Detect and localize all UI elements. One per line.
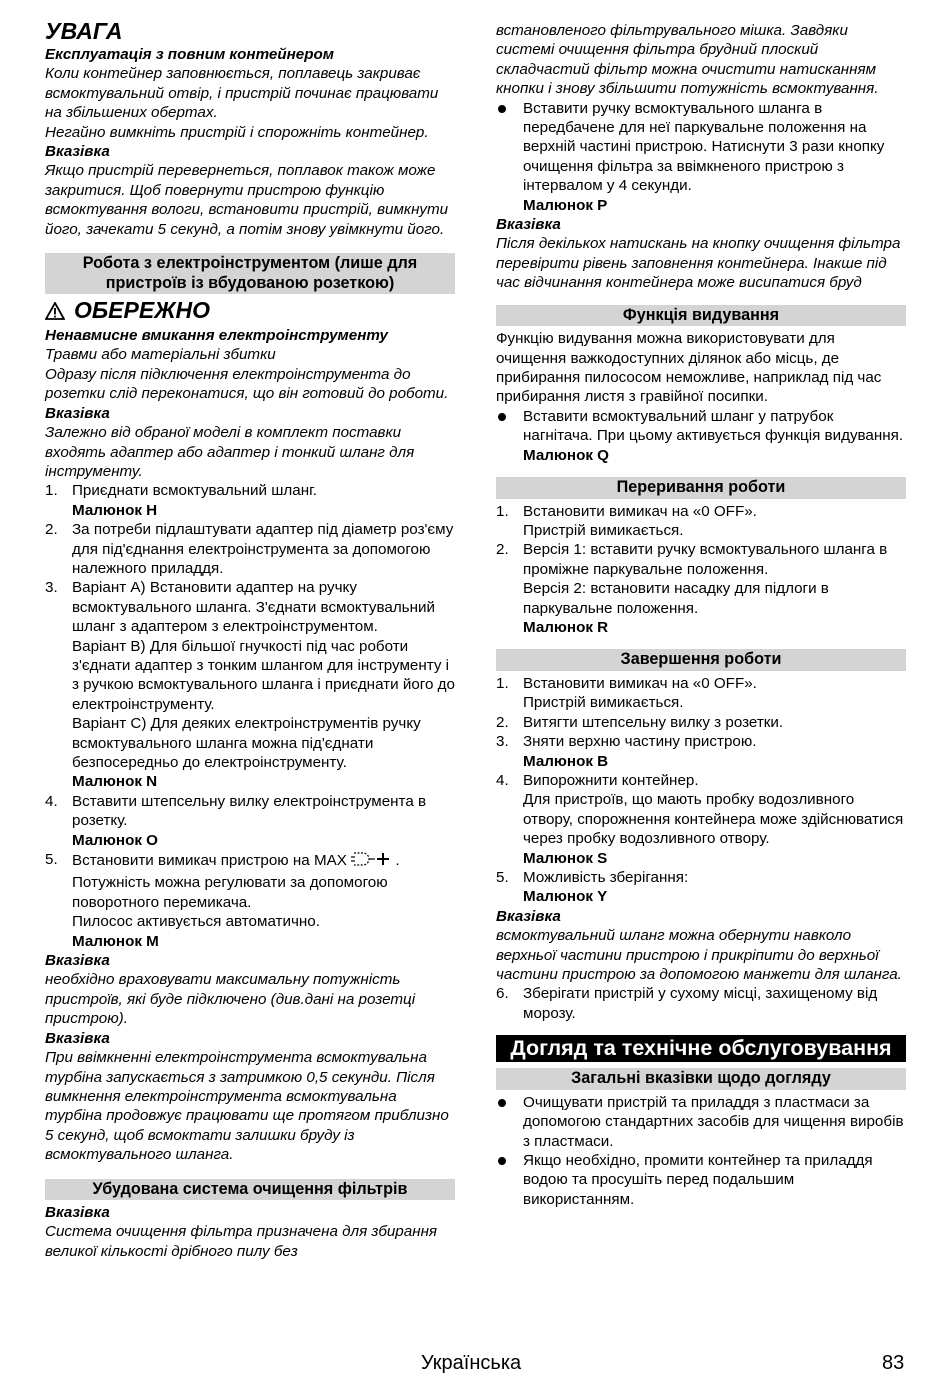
step-text: Пристрій вимикається. [523,521,684,539]
note-text: Система очищення фільтра призначена для збирання великої кількості дрібного пилу без [45,1223,438,1260]
bullet-text: Вставити всмоктувальний шланг у патрубок нагнітача. При цьому активується функція видування. [523,407,904,445]
step-text: Встановити вимикач на «0 OFF». [523,502,757,520]
list-item [496,868,906,907]
plug-socket-icon [351,850,391,873]
figure-ref: Малюнок B [523,752,609,770]
left-column [45,18,455,1261]
bullet-icon [498,413,506,421]
warning-text: Коли контейнер заповнюється, поплавець закриває всмоктувальний отвір, і пристрій починає працювати на збільшених обертах. [45,65,439,122]
step-text: Потужність можна регулювати за допомогою поворотного перемикача. [72,874,388,911]
list-item [496,732,906,771]
figure-ref: Малюнок O [72,831,158,849]
step-number: 1. [45,482,58,500]
figure-ref: Малюнок S [523,849,608,867]
step-text-prefix: Встановити вимикач пристрою на MAX [72,852,347,870]
list-item [496,502,906,541]
power-tool-steps [45,481,455,951]
section-heading-interrupt: Переривання роботи [496,477,906,499]
bullet-text: Очищувати пристрій та приладдя з пластмаси за допомогою стандартних засобів для чищення виробів з пластмаси. [523,1093,904,1150]
figure-ref: Малюнок H [72,501,158,519]
bullet-item [496,1151,906,1209]
caution-heading [45,297,455,326]
step-text: Пристрій вимикається. [523,694,684,712]
step-number: 5. [45,851,58,869]
right-column [496,21,906,1209]
figure-ref: Малюнок P [523,196,608,214]
list-item [496,540,906,637]
step-text: Зберігати пристрій у сухому місці, захищеному від морозу. [523,985,878,1022]
filter-continuation-text: встановленого фільтрувального мішка. Завдяки системі очищення фільтра брудний плоский складчастий фільтр можна очистити натисканням кнопки і знову збільшити потужність всмоктування. [496,22,879,98]
blowing-text: Функцію видування можна використовувати для очищення важкодоступних ділянок або місць, де прибирання пилососом неможливе, наприклад під час прибирання листя з гравійної посипки. [496,330,882,406]
bullet-item [496,99,906,215]
note-label: Вказівка [45,952,110,970]
bullet-text: Вставити ручку всмоктувального шланга в передбачене для неї паркувальне положення на верхній частині пристрою. Натиснути 3 рази кнопку очищення фільтра за ввімкненого пристрою з інтервалом у 4 секунди. [523,99,885,195]
note-text: Якщо пристрій перевернеться, поплавок також може закритися. Щоб повернути пристрою функцію всмоктування вологи, встановити пристрій, вимкнути його, зачекати 5 секунд, а потім знову увімкнути його. [45,162,449,238]
list-item [45,481,455,520]
footer-language: Українська [421,1352,522,1374]
caution-text: Одразу після підключення електроінструмента до розетки слід переконатися, що він готовий до роботи. [45,365,449,403]
step-number: 3. [45,579,58,597]
list-item [45,520,455,578]
note-label: Вказівка [45,404,110,422]
section-heading-care-general: Загальні вказівки щодо догляду [496,1068,906,1090]
step-text: За потреби підлаштувати адаптер під діаметр роз'єму для під'єднання електроінструмента за допомогою належного приладдя. [72,521,454,577]
chapter-heading-care: Догляд та технічне обслуговування [496,1035,906,1062]
note-label: Вказівка [45,143,110,161]
step-text: Пилосос активується автоматично. [72,913,320,931]
note-text: всмоктувальний шланг можна обернути навколо верхньої частини пристрою і прикріпити до верхньої частини пристрою за допомогою манжети для шланга. [496,927,902,983]
step-text: Версія 2: встановити насадку для підлоги в паркувальне положення. [523,580,829,617]
warning-subtitle: Експлуатація з повним контейнером [45,46,335,63]
step-number: 2. [496,713,509,731]
figure-ref: Малюнок Y [523,888,608,906]
step-number: 3. [496,733,509,751]
bullet-item [496,1093,906,1151]
section-heading-power-tool: Робота з електроінструментом (лише для пристроїв із вбудованою розеткою) [45,253,455,294]
section-heading-filter-cleaning: Убудована система очищення фільтрів [45,1179,455,1201]
step-number: 5. [496,868,509,886]
step-text: Випорожнити контейнер. [523,771,699,789]
note-text: Залежно від обраної моделі в комплект поставки входять адаптер або адаптер і тонкий шланг для інструменту. [45,424,415,480]
step-text: Зняти верхню частину пристрою. [523,733,757,751]
step-text: Можливість зберігання: [523,868,689,886]
caution-block [45,297,455,481]
step-text: Вставити штепсельну вилку електроінструмента в розетку. [72,792,427,830]
list-item [496,984,906,1023]
page-number: 83 [882,1352,905,1374]
bullet-icon [498,105,506,113]
list-item [45,792,455,850]
note-text: При ввімкненні електроінструмента всмоктувальна турбіна запускається з затримкою 0,5 секунди. Після вимкнення електроінструмента всмоктувальна турбіна продовжує працювати ще протягом приблизно 5 секунд, щоб всмоктати залишки бруду із всмоктувального шланга. [45,1049,449,1164]
warning-triangle-icon [45,299,65,326]
list-item [496,674,906,713]
caution-title: ОБЕРЕЖНО [74,297,211,324]
step-text [72,850,455,873]
step-number: 4. [496,771,509,789]
note-label: Вказівка [496,907,561,925]
bullet-text: Якщо необхідно, промити контейнер та приладдя водою та просушіть перед подальшим використанням. [523,1151,873,1208]
step-text: Для пристроїв, що мають пробку водозливного отвору, спорожнення контейнера може здійснюватися через пробку водозливного отвору. [523,791,904,848]
step-number: 4. [45,792,58,810]
bullet-icon [498,1157,506,1165]
step-number: 1. [496,674,509,692]
list-item [45,578,455,791]
step-text: Встановити вимикач на «0 OFF». [523,674,757,692]
section-heading-blowing: Функція видування [496,305,906,327]
list-item [45,850,455,951]
caution-text: Травми або матеріальні збитки [45,346,276,364]
bullet-icon [498,1099,506,1107]
warning-text: Негайно вимкніть пристрій і спорожніть контейнер. [45,123,429,141]
figure-ref: Малюнок N [72,773,158,791]
step-text: Версія 1: вставити ручку всмоктувального шланга в проміжне паркувальне положення. [523,541,888,578]
list-item [496,713,906,732]
step-text: Варіант A) Встановити адаптер на ручку всмоктувального шланга. З'єднати всмоктувальний шланг з адаптером з електроінструментом. [72,579,435,636]
note-label: Вказівка [45,1204,110,1222]
note-text: необхідно враховувати максимальну потужність пристроїв, які буде підключено (див.дані на розетці пристрою). [45,971,416,1028]
note-text: Після декількох натискань на кнопку очищення фільтра перевірити рівень заповнення контейнера. Інакше під час відчинання контейнера може висипатися бруд [496,235,901,292]
step-number: 2. [45,521,58,539]
figure-ref: Малюнок R [523,618,609,636]
section-heading-finish: Завершення роботи [496,649,906,671]
list-item [496,771,906,868]
step-number: 2. [496,541,509,559]
step-text: Варіант C) Для деяких електроінструментів ручку всмоктувального шланга можна під'єднати безпосередньо до електроінструменту. [72,715,421,771]
figure-ref: Малюнок Q [523,446,609,464]
step-text: Варіант B) Для більшої гнучкості під час роботи з'єднати адаптер з тонким шлангом для інструменту і з ручкою всмоктувального шланга і приєднати його до електроінструменту. [72,637,455,713]
step-text-suffix: . [395,852,400,870]
note-label: Вказівка [496,216,561,234]
step-number: 6. [496,985,509,1003]
warning-block [45,18,455,239]
figure-ref: Малюнок M [72,932,159,950]
caution-subtitle: Ненавмисне вмикання електроінструменту [45,327,388,345]
warning-title: УВАГА [45,18,123,44]
step-text: Приєднати всмоктувальний шланг. [72,482,318,500]
bullet-item [496,407,906,465]
step-text: Витягти штепсельну вилку з розетки. [523,713,784,731]
note-label: Вказівка [45,1029,110,1047]
step-number: 1. [496,502,509,520]
